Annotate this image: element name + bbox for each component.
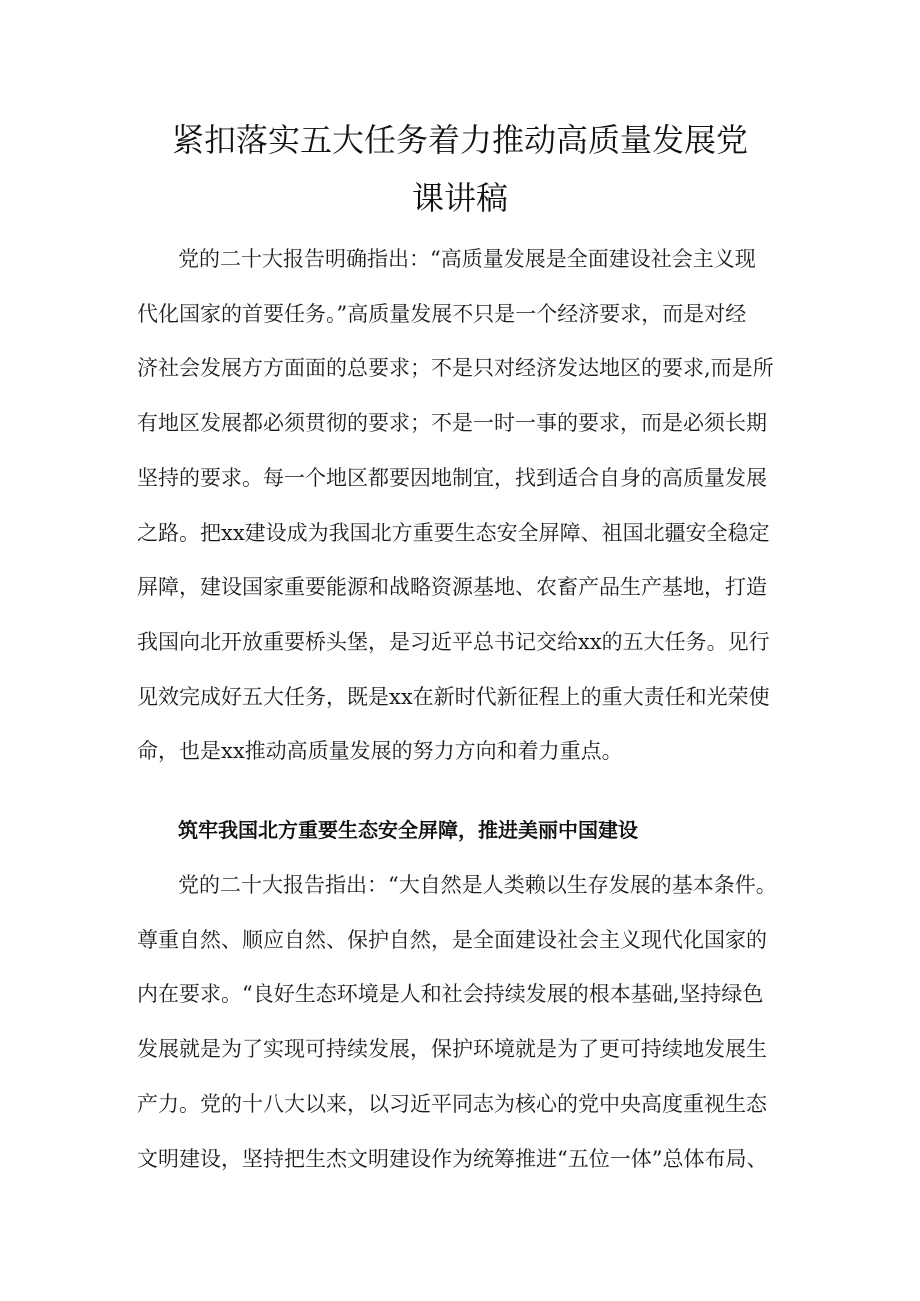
section-heading: 筑牢我国北方重要生态安全屏障，推进美丽中国建设 bbox=[178, 818, 638, 842]
text-line: 文明建设，坚持把生杰文明建设作为统筹推进“五位一体”总体布局、 bbox=[137, 1146, 768, 1171]
text-line: 尊重自然、顺应自然、保护自然，是全面建设社会主义现代化国家的 bbox=[137, 927, 767, 952]
text-line: 见效完成好五大任务，既是xx在新时代新征程上的重大责任和光荣使 bbox=[137, 684, 770, 709]
text-line: 有地区发展都必须贯彻的要求；不是一时一事的要求，而是必须长期 bbox=[137, 411, 767, 436]
text-line: 坚持的要求。每一个地区都要因地制宜，找到适合自身的高质量发展 bbox=[137, 465, 767, 490]
text-line: 屏障，建设国家重要能源和战略资源基地、农畜产品生产基地，打造 bbox=[137, 575, 767, 600]
text-line: 发展就是为了实现可持续发展，保护环境就是为了更可持续地发展生 bbox=[137, 1037, 767, 1062]
document-title-line-2: 课讲稿 bbox=[411, 179, 508, 217]
text-line: 党的二十大报告指出：“大自然是人类赖以生存发展的基本条件。 bbox=[178, 873, 777, 897]
text-line: 产力。党的十八大以来，以习近平同志为核心的党中央高度重视生态 bbox=[137, 1091, 767, 1116]
document-title-line-1: 紧扣落实五大任务着力推动高质量发展党 bbox=[171, 121, 748, 159]
text-line: 党的二十大报告明确指出：“高质量发展是全面建设社会主义现 bbox=[178, 247, 756, 271]
text-line: 济社会发展方方面面的总要求；不是只对经济发达地区的要求,而是所 bbox=[137, 356, 774, 381]
text-line: 命，也是xx推动高质量发展的努力方向和着力重点。 bbox=[137, 739, 623, 764]
text-line: 之路。把xx建设成为我国北方重要生态安全屏障、祖国北疆安全稳定 bbox=[137, 520, 770, 545]
text-line: 代化国家的首要任务。”高质量发展不只是一个经济要求，而是对经 bbox=[137, 301, 747, 326]
text-line: 我国向北开放重要桥头堡，是习近平总书记交给xx的五大任务。见行 bbox=[137, 629, 770, 654]
text-line: 内在要求。“良好生态环境是人和社会持续发展的根本基础,坚持绿色 bbox=[137, 982, 764, 1007]
